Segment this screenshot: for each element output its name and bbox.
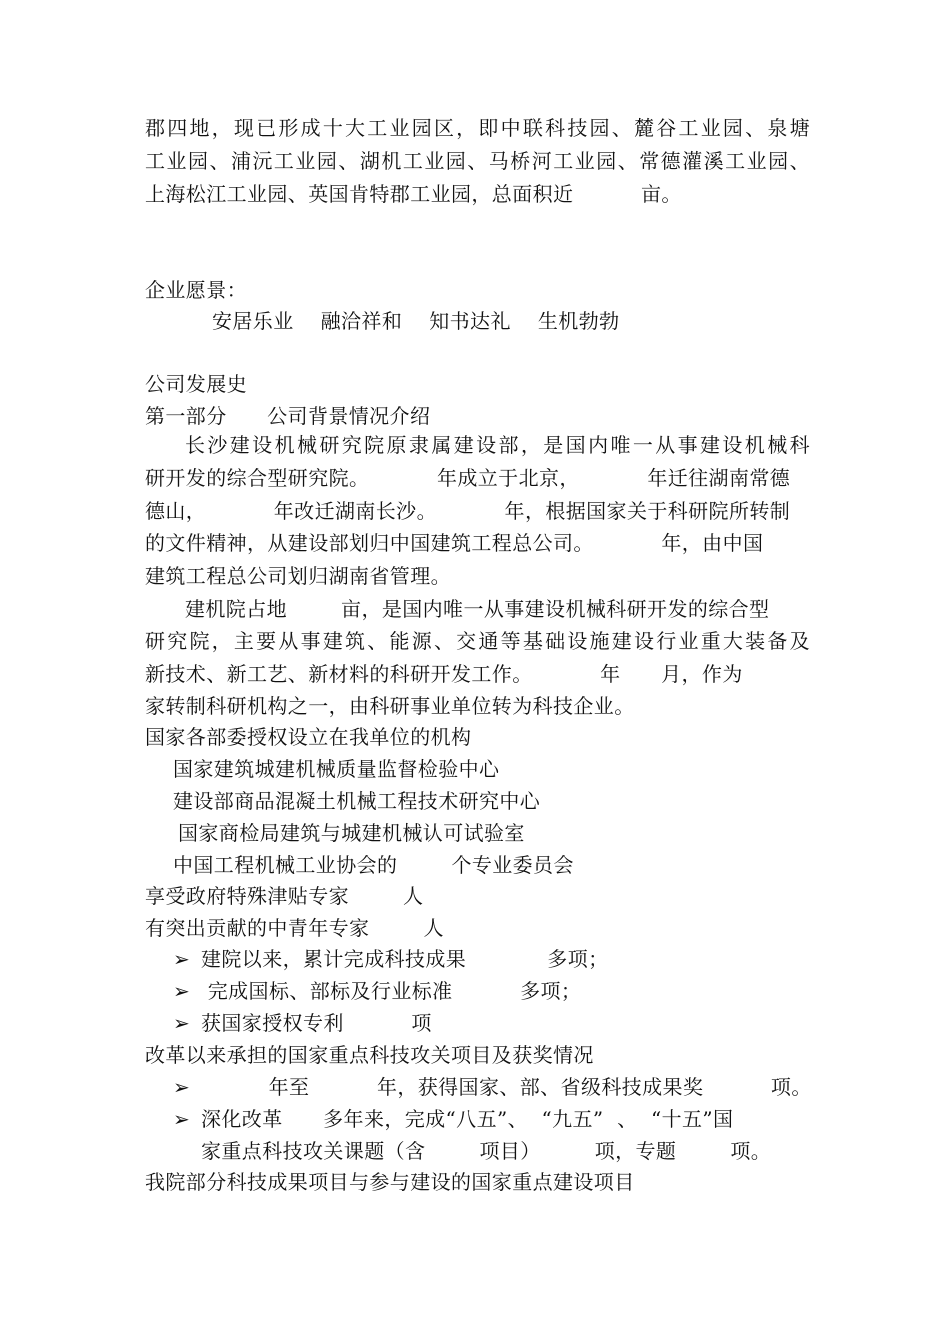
line-text: 年至 年，获得国家、部、省级科技成果奖 项。 (201, 1075, 812, 1099)
text-line (145, 463, 810, 493)
text-line (173, 850, 810, 880)
line-text: 国家商检局建筑与城建机械认可试验室 (178, 821, 525, 845)
bullet-arrow-icon: ➢ (173, 1075, 191, 1099)
bullet-item (173, 1072, 810, 1102)
line-text: 郡四地，现已形成十大工业园区，即中联科技园、麓谷工业园、泉塘 (145, 116, 810, 140)
line-text: 新技术、新工艺、新材料的科研开发工作。 年 月，作为 (145, 662, 743, 686)
line-text: 第一部分 公司背景情况介绍 (145, 404, 431, 428)
text-line (145, 881, 810, 911)
line-text: 研开发的综合型研究院。 年成立于北京， 年迁往湖南常德 (145, 466, 791, 490)
line-text: 我院部分科技成果项目与参与建设的国家重点建设项目 (145, 1170, 635, 1194)
line-text: 家转制科研机构之一，由科研事业单位转为科技企业。 (145, 694, 635, 718)
text-line (185, 430, 810, 460)
text-line (145, 528, 810, 558)
line-text: 有突出贡献的中青年专家 人 (145, 916, 444, 940)
text-line (201, 1136, 810, 1166)
text-line (145, 369, 810, 399)
line-text: 建筑工程总公司划归湖南省管理。 (145, 564, 451, 588)
line-text: 上海松江工业园、英国肯特郡工业园，总面积近 亩。 (145, 182, 682, 206)
line-text: 工业园、浦沅工业园、湖机工业园、马桥河工业园、常德灌溪工业园、 (145, 149, 810, 173)
text-line (212, 306, 810, 336)
bullet-arrow-icon: ➢ (173, 979, 191, 1003)
text-line (145, 146, 810, 176)
text-line (145, 1167, 810, 1197)
text-line (145, 561, 810, 591)
text-line (173, 754, 810, 784)
line-text: 获国家授权专利 项 (201, 1011, 432, 1035)
line-text: 国家建筑城建机械质量监督检验中心 (173, 757, 500, 781)
text-line (185, 594, 810, 624)
line-text: 的文件精神，从建设部划归中国建筑工程总公司。 年，由中国 (145, 531, 764, 555)
text-line (145, 113, 810, 143)
line-text: 改革以来承担的国家重点科技攻关项目及获奖情况 (145, 1043, 594, 1067)
text-line (178, 818, 810, 848)
line-text: 完成国标、部标及行业标准 多项； (201, 979, 582, 1003)
line-text: 建院以来，累计完成科技成果 多项； (201, 947, 609, 971)
line-text: 安居乐业 融洽祥和 知书达礼 生机勃勃 (212, 309, 620, 333)
text-line (145, 913, 810, 943)
line-text: 公司发展史 (145, 372, 247, 396)
line-text: 德山， 年改迁湖南长沙。 年，根据国家关于科研院所转制 (145, 499, 791, 523)
text-line (145, 496, 810, 526)
line-text: 中国工程机械工业协会的 个专业委员会 (173, 853, 574, 877)
text-line (145, 626, 810, 656)
line-text: 企业愿景： (145, 278, 247, 302)
text-line (173, 786, 810, 816)
text-line (145, 401, 810, 431)
bullet-arrow-icon: ➢ (173, 947, 191, 971)
line-text: 研究院，主要从事建筑、能源、交通等基础设施建设行业重大装备及 (145, 629, 810, 653)
bullet-arrow-icon: ➢ (173, 1107, 191, 1131)
text-line (145, 1040, 810, 1070)
bullet-item (173, 1104, 810, 1134)
line-text: 家重点科技攻关课题（含 项目） 项，专题 项。 (201, 1139, 772, 1163)
line-text: 国家各部委授权设立在我单位的机构 (145, 725, 472, 749)
text-line (145, 691, 810, 721)
line-text: 深化改革 多年来，完成“八五”、 “九五” 、 “十五”国 (201, 1107, 734, 1131)
text-line (145, 275, 810, 305)
bullet-arrow-icon: ➢ (173, 1011, 191, 1035)
bullet-item (173, 1008, 810, 1038)
bullet-item (173, 944, 810, 974)
line-text: 建设部商品混凝土机械工程技术研究中心 (173, 789, 541, 813)
line-text: 享受政府特殊津贴专家 人 (145, 884, 424, 908)
line-text: 长沙建设机械研究院原隶属建设部，是国内唯一从事建设机械科 (185, 433, 810, 457)
bullet-item (173, 976, 810, 1006)
text-line (145, 659, 810, 689)
line-text: 建机院占地 亩，是国内唯一从事建设机械科研开发的综合型 (185, 597, 770, 621)
text-line (145, 179, 810, 209)
text-line (145, 722, 810, 752)
